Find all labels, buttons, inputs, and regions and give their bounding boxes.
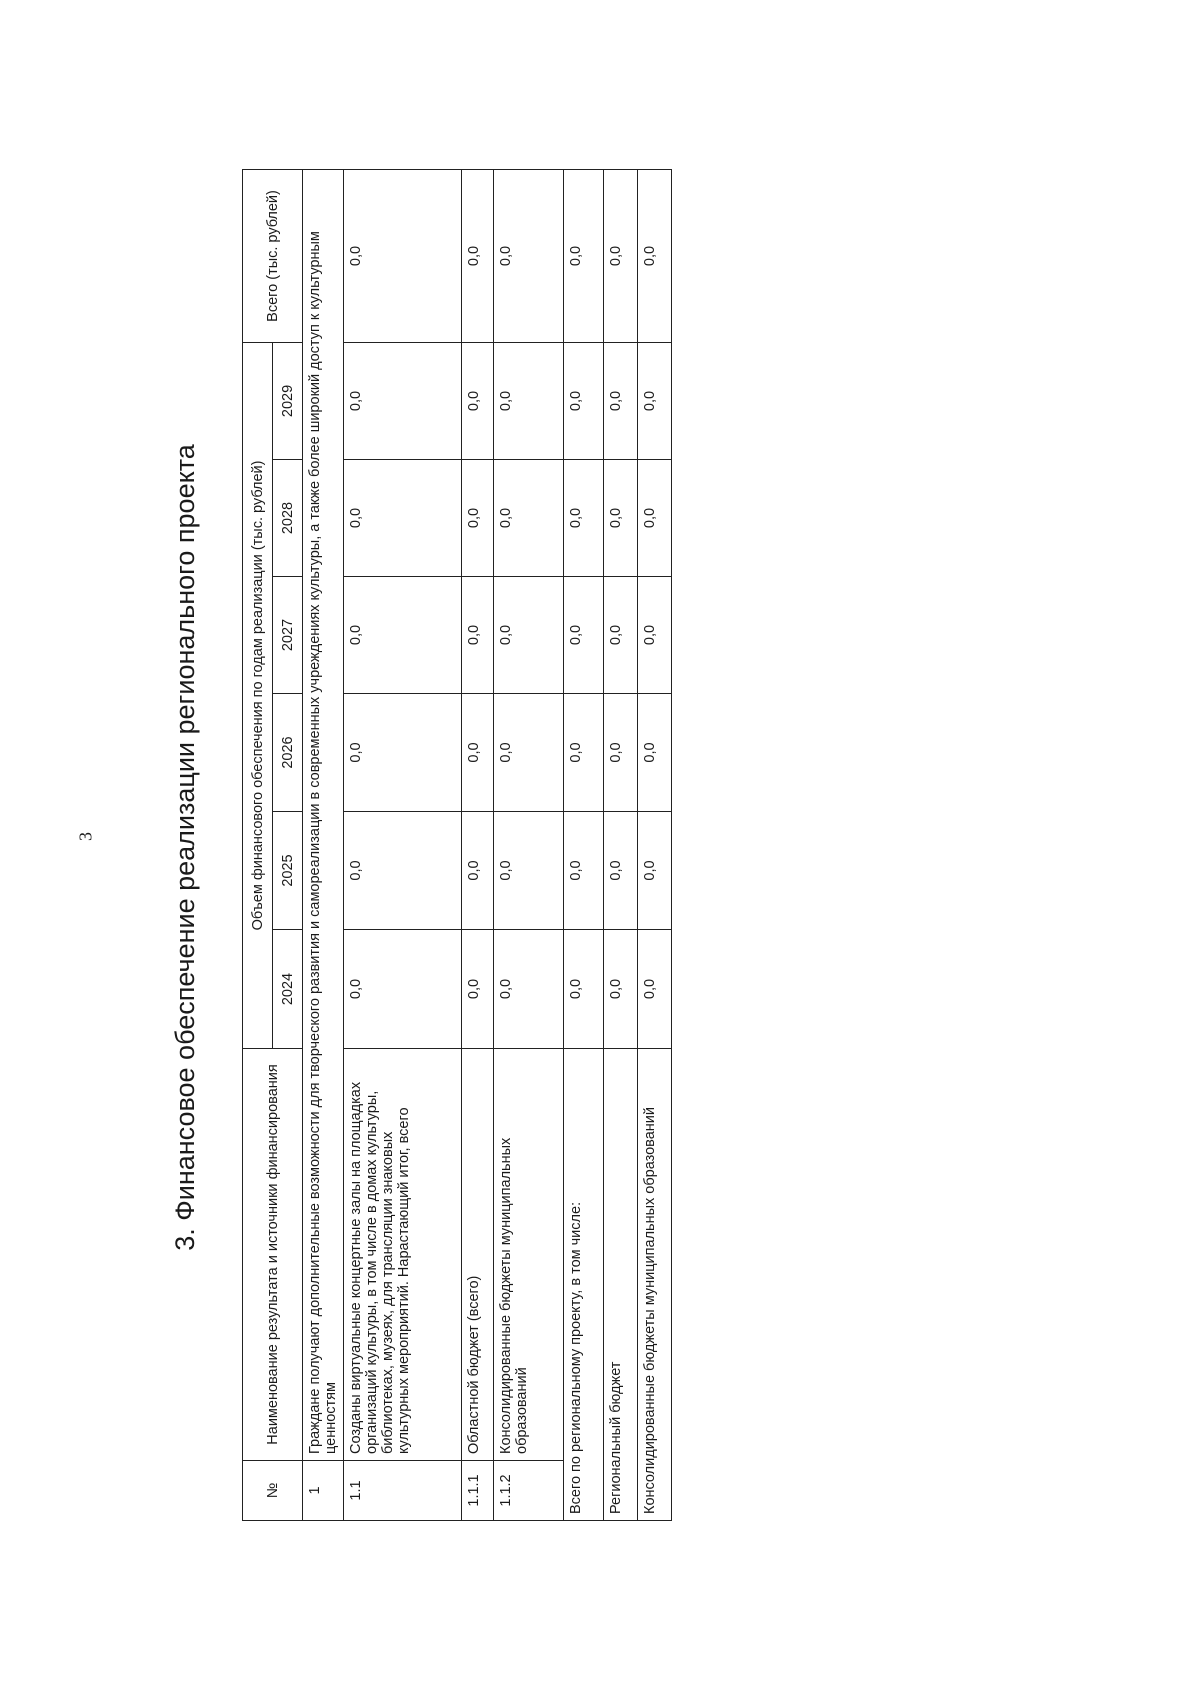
summary-row-name: Консолидированные бюджеты муниципальных образований [638,1049,672,1521]
summary-row-total: 0,0 [604,169,638,342]
row-name: Областной бюджет (всего) [462,1049,494,1461]
summary-row-value: 0,0 [604,460,638,577]
summary-row-value: 0,0 [604,812,638,930]
goal-row-text: Граждане получают дополнительные возможности для творческого развития и самореализации в современных учреждениях культуры, а также более широкий доступ к культурным ценностям [303,169,344,1460]
row-value: 0,0 [494,694,564,812]
row-value: 0,0 [494,812,564,930]
summary-row-value: 0,0 [564,342,604,459]
row-value: 0,0 [494,342,564,459]
summary-row-value: 0,0 [564,694,604,812]
financing-table [242,169,672,1521]
summary-row [564,169,604,1520]
row-value: 0,0 [462,812,494,930]
header-year: 2026 [273,694,303,812]
table-row [494,169,564,1520]
row-total: 0,0 [344,169,462,342]
summary-row-value: 0,0 [638,577,672,694]
summary-row-total: 0,0 [564,169,604,342]
row-name: Созданы виртуальные концертные залы на площадках организаций культуры, в том числе в домах культуры, библиотеках, музеях, для трансляции знаковых культурных мероприятий. Нарастающий итог, всего [344,1049,462,1461]
summary-row-value: 0,0 [638,812,672,930]
row-value: 0,0 [494,577,564,694]
header-year: 2027 [273,577,303,694]
summary-row-value: 0,0 [638,930,672,1049]
summary-row-value: 0,0 [638,460,672,577]
summary-row-value: 0,0 [604,577,638,694]
summary-row-value: 0,0 [564,812,604,930]
summary-row-value: 0,0 [638,342,672,459]
row-value: 0,0 [344,694,462,812]
header-total: Всего (тыс. рублей) [243,169,303,342]
summary-row-total: 0,0 [638,169,672,342]
summary-row-value: 0,0 [604,342,638,459]
row-value: 0,0 [344,812,462,930]
header-year: 2024 [273,930,303,1049]
row-total: 0,0 [462,169,494,342]
page-number: 3 [75,832,96,841]
header-name: Наименование результата и источники финансирования [243,1049,303,1461]
row-no: 1.1.2 [494,1461,564,1521]
summary-row-value: 0,0 [604,930,638,1049]
table-row [344,169,462,1520]
summary-row [604,169,638,1520]
summary-row-name: Всего по региональному проекту, в том числе: [564,1049,604,1521]
row-value: 0,0 [462,460,494,577]
row-value: 0,0 [344,460,462,577]
header-volume: Объем финансового обеспечения по годам реализации (тыс. рублей) [243,342,273,1048]
row-value: 0,0 [344,930,462,1049]
goal-row-no: 1 [303,1461,344,1521]
row-value: 0,0 [344,577,462,694]
summary-row [638,169,672,1520]
goal-row [303,169,344,1520]
row-value: 0,0 [494,460,564,577]
rotated-page-content [160,75,920,1620]
summary-row-value: 0,0 [564,577,604,694]
table-row [462,169,494,1520]
header-no: № [243,1461,303,1521]
section-title: 3. Финансовое обеспечение реализации регионального проекта [170,444,200,1251]
summary-row-name: Региональный бюджет [604,1049,638,1521]
summary-row-value: 0,0 [604,694,638,812]
row-name: Консолидированные бюджеты муниципальных образований [494,1049,564,1461]
row-no: 1.1.1 [462,1461,494,1521]
row-value: 0,0 [494,930,564,1049]
row-value: 0,0 [462,694,494,812]
header-year: 2029 [273,342,303,459]
row-value: 0,0 [462,342,494,459]
row-value: 0,0 [462,577,494,694]
header-year: 2025 [273,812,303,930]
summary-row-value: 0,0 [564,930,604,1049]
summary-row-value: 0,0 [638,694,672,812]
summary-row-value: 0,0 [564,460,604,577]
row-total: 0,0 [494,169,564,342]
row-value: 0,0 [462,930,494,1049]
header-year: 2028 [273,460,303,577]
row-no: 1.1 [344,1461,462,1521]
row-value: 0,0 [344,342,462,459]
